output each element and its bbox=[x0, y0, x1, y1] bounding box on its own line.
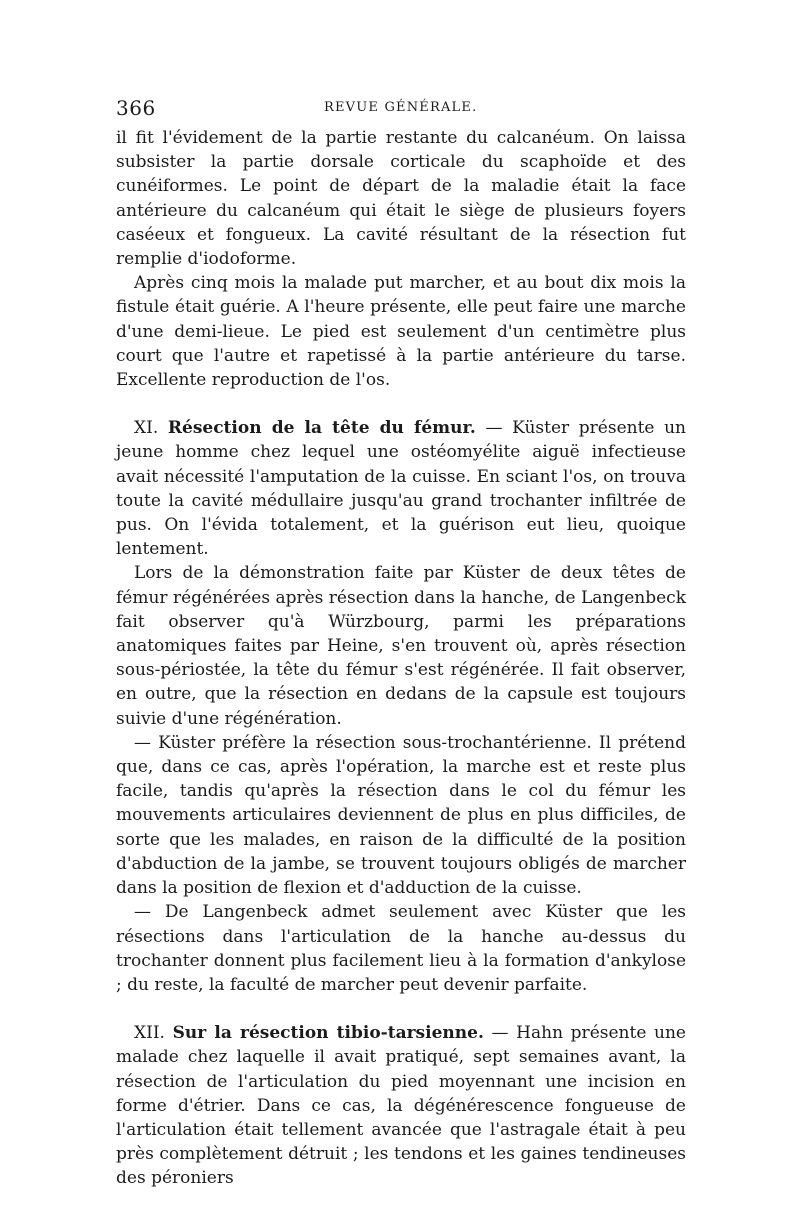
section-xi-text: — Küster présente un jeune homme chez lequel une ostéomyélite aiguë infectieuse avait nécessité l'amputation de la cuisse. En sciant l'os, on trouva toute la cavité médullaire jusqu'au grand trochanter infiltrée de pus. On l'évida totalement, et la guérison eut lieu, quoique lentement. bbox=[116, 418, 686, 560]
section-xii-paragraph bbox=[116, 1021, 686, 1190]
page-number: 366 bbox=[116, 96, 156, 120]
section-xii-number: XII. bbox=[134, 1023, 165, 1044]
paragraph-marche-reprise: Après cinq mois la malade put marcher, et au bout dix mois la fistule était guérie. A l'heure présente, elle peut faire une marche d'une demi-lieue. Le pied est seulement d'un centimètre plus court que l'autre et rapetissé à la partie antérieure du tarse. Excellente reproduction de l'os. bbox=[116, 273, 686, 391]
section-xii-title: Sur la résection tibio-tarsienne. bbox=[172, 1023, 484, 1044]
running-head: REVUE GÉNÉRALE. bbox=[324, 100, 478, 115]
section-xi-title: Résection de la tête du fémur. bbox=[167, 418, 476, 439]
section-xi-paragraph bbox=[116, 416, 686, 561]
section-xii-text: — Hahn présente une malade chez laquelle il avait pratiqué, sept semaines avant, la résection de l'articulation du pied moyennant une incision en forme d'étrier. Dans ce cas, la dégénérescence fongueuse de l'articulation était tellement avancée que l'astragale était à peu près complètement détruit ; les tendons et les gaines tendineuses des péroniers bbox=[116, 1023, 686, 1189]
section-xi-number: XI. bbox=[134, 418, 159, 439]
page-header bbox=[116, 96, 686, 124]
paragraph-langenbeck-ankylose: — De Langenbeck admet seulement avec Küster que les résections dans l'articulation de la hanche au-dessus du trochanter donnent plus facilement lieu à la formation d'ankylose ; du reste, la faculté de marcher peut devenir parfaite. bbox=[116, 902, 686, 995]
paragraph-demonstration-kuster: Lors de la démonstration faite par Küster de deux têtes de fémur régénérées après résection dans la hanche, de Langenbeck fait observer qu'à Würzbourg, parmi les préparations anatomiques faites par Heine, s'en trouvent où, après résection sous-périostée, la tête du fémur s'est régénérée. Il fait observer, en outre, que la résection en dedans de la capsule est toujours suivie d'une régénération. bbox=[116, 563, 686, 729]
paragraph-calcaneum-evidement: il fit l'évidement de la partie restante du calcanéum. On laissa subsister la partie dorsale corticale du scaphoïde et des cunéiformes. Le point de départ de la maladie était la face antérieure du calcanéum qui était le siège de plusieurs foyers caséeux et fongueux. La cavité résultant de la résection fut remplie d'iodoforme. bbox=[116, 128, 686, 270]
paragraph-kuster-sous-trochanterienne: — Küster préfère la résection sous-trochantérienne. Il prétend que, dans ce cas, après l'opération, la marche est et reste plus facile, tandis qu'après la résection dans le col du fémur les mouvements articulaires deviennent de plus en plus difficiles, de sorte que les malades, en raison de la difficulté de la position d'abduction de la jambe, se trouvent toujours obligés de marcher dans la position de flexion et d'adduction de la cuisse. bbox=[116, 732, 686, 899]
body-text bbox=[116, 126, 686, 1191]
